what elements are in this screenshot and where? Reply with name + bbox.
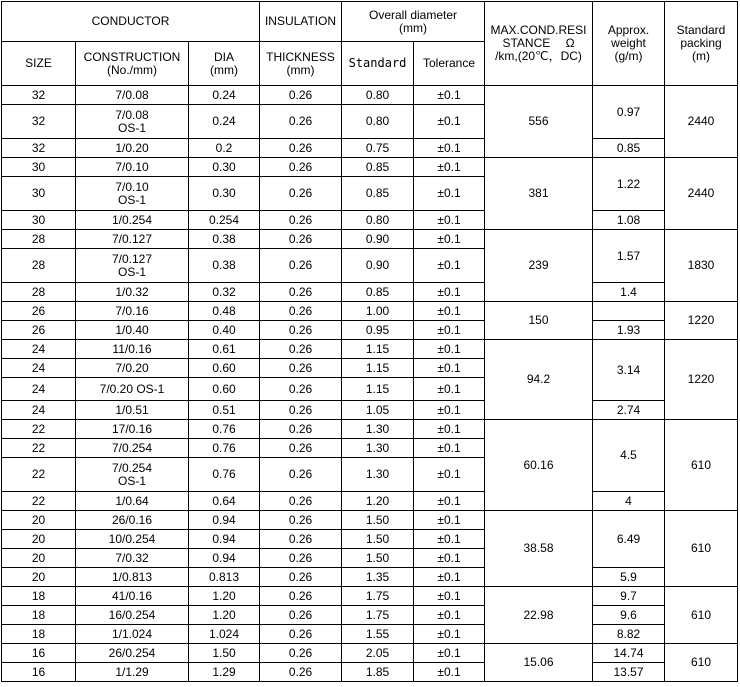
cell-tolerance: ±0.1 [414, 211, 485, 230]
cell-tolerance: ±0.1 [414, 568, 485, 587]
cell-construction: 11/0.16 [76, 340, 189, 359]
cell-standard-packing: 1220 [665, 302, 738, 340]
cell-tolerance: ±0.1 [414, 359, 485, 378]
cell-approx-weight: 1.22 [593, 158, 665, 211]
cell-dia: 0.51 [189, 401, 260, 420]
cell-approx-weight [593, 302, 665, 321]
cell-dia: 0.94 [189, 549, 260, 568]
cell-size: 16 [2, 663, 76, 682]
cell-max-resistance: 15.06 [485, 644, 593, 682]
cell-construction: 7/0.16 [76, 302, 189, 321]
cell-dia: 1.29 [189, 663, 260, 682]
cell-thickness: 0.26 [260, 492, 342, 511]
cell-standard-packing: 1830 [665, 230, 738, 302]
cell-approx-weight: 13.57 [593, 663, 665, 682]
cell-tolerance: ±0.1 [414, 530, 485, 549]
cell-thickness: 0.26 [260, 663, 342, 682]
cell-construction: 16/0.254 [76, 606, 189, 625]
cell-construction: 7/0.08 [76, 86, 189, 105]
cell-approx-weight: 4 [593, 492, 665, 511]
header-overall-diameter: Overall diameter (mm) [342, 2, 485, 42]
cell-standard-diameter: 1.15 [342, 340, 414, 359]
header-dia: DIA (mm) [189, 42, 260, 86]
cell-dia: 1.024 [189, 625, 260, 644]
cell-size: 22 [2, 439, 76, 458]
cell-tolerance: ±0.1 [414, 458, 485, 492]
cell-dia: 0.38 [189, 249, 260, 283]
cell-thickness: 0.26 [260, 139, 342, 158]
cell-standard-diameter: 0.85 [342, 158, 414, 177]
table-row [2, 587, 738, 606]
cell-thickness: 0.26 [260, 401, 342, 420]
cell-tolerance: ±0.1 [414, 663, 485, 682]
table-body [2, 2, 738, 682]
cell-construction: 41/0.16 [76, 587, 189, 606]
cell-dia: 1.50 [189, 644, 260, 663]
cell-dia: 0.94 [189, 511, 260, 530]
cell-tolerance: ±0.1 [414, 549, 485, 568]
cell-standard-diameter: 1.15 [342, 378, 414, 401]
cell-size: 20 [2, 511, 76, 530]
cell-approx-weight: 9.6 [593, 606, 665, 625]
cell-size: 28 [2, 230, 76, 249]
cell-construction: 26/0.254 [76, 644, 189, 663]
cell-dia: 0.2 [189, 139, 260, 158]
cell-tolerance: ±0.1 [414, 86, 485, 105]
cell-construction: 1/0.64 [76, 492, 189, 511]
table-row [2, 401, 738, 420]
cell-thickness: 0.26 [260, 211, 342, 230]
cell-size: 32 [2, 139, 76, 158]
cell-size: 24 [2, 401, 76, 420]
cell-standard-diameter: 1.75 [342, 606, 414, 625]
header-max-resistance: MAX.COND.RESI STANCE Ω /km,(20℃，DC) [485, 2, 593, 86]
cell-tolerance: ±0.1 [414, 158, 485, 177]
cell-tolerance: ±0.1 [414, 283, 485, 302]
cell-tolerance: ±0.1 [414, 378, 485, 401]
cell-size: 28 [2, 283, 76, 302]
cell-construction: 1/0.51 [76, 401, 189, 420]
cell-construction: 7/0.32 [76, 549, 189, 568]
cell-dia: 0.64 [189, 492, 260, 511]
cell-construction: 7/0.254 OS-1 [76, 458, 189, 492]
cell-approx-weight: 5.9 [593, 568, 665, 587]
cell-approx-weight: 0.85 [593, 139, 665, 158]
cell-dia: 0.61 [189, 340, 260, 359]
cell-construction: 1/0.254 [76, 211, 189, 230]
cell-approx-weight: 9.7 [593, 587, 665, 606]
cell-standard-diameter: 1.00 [342, 302, 414, 321]
cell-tolerance: ±0.1 [414, 606, 485, 625]
cell-dia: 0.813 [189, 568, 260, 587]
cell-dia: 0.38 [189, 230, 260, 249]
cell-dia: 0.76 [189, 420, 260, 439]
header-insulation: INSULATION [260, 2, 342, 42]
cell-thickness: 0.26 [260, 606, 342, 625]
cell-thickness: 0.26 [260, 283, 342, 302]
cell-tolerance: ±0.1 [414, 625, 485, 644]
cell-approx-weight: 1.08 [593, 211, 665, 230]
cell-size: 18 [2, 587, 76, 606]
table-row [2, 420, 738, 439]
cell-standard-diameter: 1.55 [342, 625, 414, 644]
cell-dia: 0.30 [189, 158, 260, 177]
cell-standard-diameter: 1.50 [342, 530, 414, 549]
header-standard: Standard [342, 42, 414, 86]
cell-size: 16 [2, 644, 76, 663]
cell-thickness: 0.26 [260, 439, 342, 458]
cell-dia: 0.48 [189, 302, 260, 321]
cell-dia: 0.24 [189, 86, 260, 105]
cell-standard-diameter: 1.20 [342, 492, 414, 511]
cell-dia: 0.32 [189, 283, 260, 302]
cell-construction: 7/0.10 OS-1 [76, 177, 189, 211]
table-row [2, 321, 738, 340]
cell-max-resistance: 94.2 [485, 340, 593, 420]
cell-standard-packing: 610 [665, 644, 738, 682]
cell-size: 18 [2, 625, 76, 644]
cell-thickness: 0.26 [260, 230, 342, 249]
table-row [2, 139, 738, 158]
cell-thickness: 0.26 [260, 587, 342, 606]
cell-dia: 1.20 [189, 606, 260, 625]
cell-dia: 0.76 [189, 439, 260, 458]
cell-size: 26 [2, 302, 76, 321]
cell-dia: 0.30 [189, 177, 260, 211]
header-conductor: CONDUCTOR [2, 2, 260, 42]
cell-thickness: 0.26 [260, 511, 342, 530]
cell-standard-diameter: 0.85 [342, 177, 414, 211]
table-row [2, 568, 738, 587]
cell-size: 26 [2, 321, 76, 340]
cell-tolerance: ±0.1 [414, 139, 485, 158]
cell-approx-weight: 14.74 [593, 644, 665, 663]
cell-tolerance: ±0.1 [414, 340, 485, 359]
cell-thickness: 0.26 [260, 568, 342, 587]
table-row [2, 511, 738, 530]
cell-size: 32 [2, 105, 76, 139]
cell-standard-diameter: 1.30 [342, 458, 414, 492]
cell-thickness: 0.26 [260, 378, 342, 401]
cell-construction: 7/0.127 [76, 230, 189, 249]
cell-approx-weight: 1.57 [593, 230, 665, 283]
table-row [2, 663, 738, 682]
cell-size: 20 [2, 530, 76, 549]
cell-tolerance: ±0.1 [414, 302, 485, 321]
cell-standard-diameter: 1.85 [342, 663, 414, 682]
header-construction: CONSTRUCTION (No./mm) [76, 42, 189, 86]
cell-standard-packing: 1220 [665, 340, 738, 420]
cell-standard-diameter: 1.30 [342, 439, 414, 458]
cell-construction: 7/0.254 [76, 439, 189, 458]
cell-construction: 7/0.08 OS-1 [76, 105, 189, 139]
cell-construction: 10/0.254 [76, 530, 189, 549]
header-row-top [2, 2, 738, 42]
cell-dia: 0.76 [189, 458, 260, 492]
cell-approx-weight: 6.49 [593, 511, 665, 568]
cell-construction: 1/0.813 [76, 568, 189, 587]
cell-standard-diameter: 0.80 [342, 211, 414, 230]
table-row [2, 86, 738, 105]
cell-size: 30 [2, 211, 76, 230]
cell-tolerance: ±0.1 [414, 511, 485, 530]
cell-approx-weight: 1.4 [593, 283, 665, 302]
cell-thickness: 0.26 [260, 458, 342, 492]
cell-tolerance: ±0.1 [414, 105, 485, 139]
cell-standard-diameter: 0.85 [342, 283, 414, 302]
cell-approx-weight: 4.5 [593, 420, 665, 492]
cell-tolerance: ±0.1 [414, 401, 485, 420]
cell-approx-weight: 8.82 [593, 625, 665, 644]
cell-tolerance: ±0.1 [414, 439, 485, 458]
cell-construction: 1/0.32 [76, 283, 189, 302]
header-approx-weight: Approx. weight (g/m) [593, 2, 665, 86]
wire-spec-table [1, 1, 738, 682]
cell-thickness: 0.26 [260, 86, 342, 105]
cell-approx-weight: 0.97 [593, 86, 665, 139]
cell-standard-diameter: 1.05 [342, 401, 414, 420]
cell-construction: 7/0.20 OS-1 [76, 378, 189, 401]
table-row [2, 211, 738, 230]
cell-approx-weight: 1.93 [593, 321, 665, 340]
header-thickness: THICKNESS (mm) [260, 42, 342, 86]
cell-dia: 0.60 [189, 378, 260, 401]
cell-standard-packing: 2440 [665, 158, 738, 230]
table-row [2, 492, 738, 511]
cell-standard-diameter: 2.05 [342, 644, 414, 663]
cell-tolerance: ±0.1 [414, 321, 485, 340]
cell-thickness: 0.26 [260, 302, 342, 321]
cell-size: 22 [2, 420, 76, 439]
cell-standard-diameter: 1.75 [342, 587, 414, 606]
header-standard-packing: Standard packing (m) [665, 2, 738, 86]
cell-thickness: 0.26 [260, 177, 342, 211]
cell-standard-diameter: 0.90 [342, 230, 414, 249]
cell-approx-weight: 2.74 [593, 401, 665, 420]
cell-size: 20 [2, 568, 76, 587]
cell-size: 22 [2, 458, 76, 492]
table-row [2, 158, 738, 177]
cell-size: 22 [2, 492, 76, 511]
cell-thickness: 0.26 [260, 158, 342, 177]
cell-thickness: 0.26 [260, 644, 342, 663]
cell-construction: 7/0.127 OS-1 [76, 249, 189, 283]
cell-thickness: 0.26 [260, 359, 342, 378]
cell-max-resistance: 556 [485, 86, 593, 158]
cell-construction: 7/0.10 [76, 158, 189, 177]
cell-construction: 1/1.024 [76, 625, 189, 644]
cell-tolerance: ±0.1 [414, 177, 485, 211]
table-row [2, 302, 738, 321]
table-row [2, 283, 738, 302]
cell-standard-diameter: 0.90 [342, 249, 414, 283]
cell-max-resistance: 60.16 [485, 420, 593, 511]
cell-size: 28 [2, 249, 76, 283]
cell-standard-diameter: 1.30 [342, 420, 414, 439]
cell-construction: 17/0.16 [76, 420, 189, 439]
cell-tolerance: ±0.1 [414, 587, 485, 606]
cell-dia: 0.94 [189, 530, 260, 549]
cell-size: 20 [2, 549, 76, 568]
cell-standard-packing: 610 [665, 420, 738, 511]
cell-standard-packing: 610 [665, 511, 738, 587]
cell-tolerance: ±0.1 [414, 230, 485, 249]
cell-size: 32 [2, 86, 76, 105]
table-row [2, 606, 738, 625]
cell-standard-packing: 610 [665, 587, 738, 644]
cell-construction: 1/0.40 [76, 321, 189, 340]
cell-dia: 0.24 [189, 105, 260, 139]
cell-standard-packing: 2440 [665, 86, 738, 158]
cell-tolerance: ±0.1 [414, 420, 485, 439]
cell-standard-diameter: 1.15 [342, 359, 414, 378]
cell-size: 30 [2, 158, 76, 177]
cell-standard-diameter: 1.35 [342, 568, 414, 587]
cell-thickness: 0.26 [260, 530, 342, 549]
header-size: SIZE [2, 42, 76, 86]
cell-standard-diameter: 1.50 [342, 549, 414, 568]
cell-size: 24 [2, 340, 76, 359]
table-row [2, 340, 738, 359]
cell-tolerance: ±0.1 [414, 644, 485, 663]
cell-max-resistance: 38.58 [485, 511, 593, 587]
cell-construction: 1/1.29 [76, 663, 189, 682]
cell-standard-diameter: 0.95 [342, 321, 414, 340]
table-row [2, 625, 738, 644]
cell-thickness: 0.26 [260, 549, 342, 568]
cell-construction: 26/0.16 [76, 511, 189, 530]
cell-construction: 7/0.20 [76, 359, 189, 378]
cell-thickness: 0.26 [260, 625, 342, 644]
cell-size: 18 [2, 606, 76, 625]
cell-thickness: 0.26 [260, 340, 342, 359]
cell-standard-diameter: 0.80 [342, 105, 414, 139]
table-row [2, 644, 738, 663]
cell-size: 24 [2, 378, 76, 401]
cell-size: 24 [2, 359, 76, 378]
table-row [2, 230, 738, 249]
cell-standard-diameter: 0.75 [342, 139, 414, 158]
cell-max-resistance: 22.98 [485, 587, 593, 644]
cell-size: 30 [2, 177, 76, 211]
cell-tolerance: ±0.1 [414, 492, 485, 511]
cell-construction: 1/0.20 [76, 139, 189, 158]
cell-thickness: 0.26 [260, 249, 342, 283]
cell-approx-weight: 3.14 [593, 340, 665, 401]
cell-thickness: 0.26 [260, 321, 342, 340]
cell-standard-diameter: 1.50 [342, 511, 414, 530]
cell-dia: 1.20 [189, 587, 260, 606]
cell-standard-diameter: 0.80 [342, 86, 414, 105]
cell-thickness: 0.26 [260, 420, 342, 439]
cell-dia: 0.60 [189, 359, 260, 378]
cell-max-resistance: 239 [485, 230, 593, 302]
cell-max-resistance: 150 [485, 302, 593, 340]
cell-tolerance: ±0.1 [414, 249, 485, 283]
cell-max-resistance: 381 [485, 158, 593, 230]
cell-dia: 0.40 [189, 321, 260, 340]
cell-dia: 0.254 [189, 211, 260, 230]
header-tolerance: Tolerance [414, 42, 485, 86]
cell-thickness: 0.26 [260, 105, 342, 139]
